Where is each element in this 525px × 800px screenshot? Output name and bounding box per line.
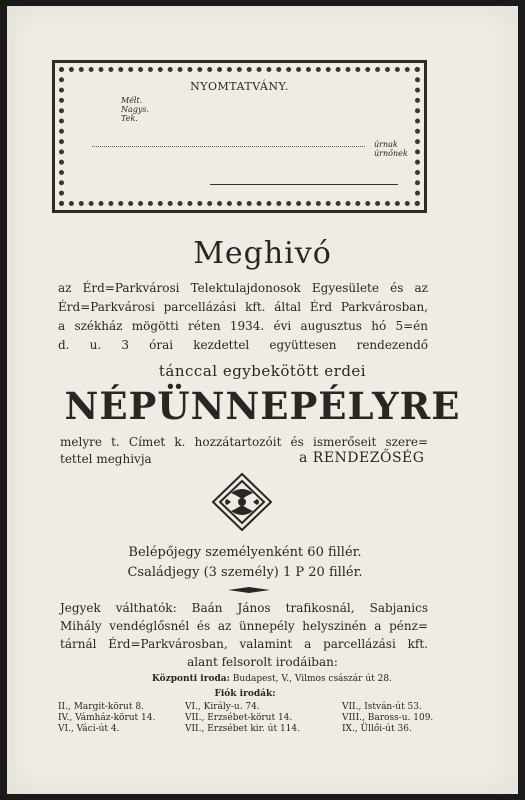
subtitle: tánccal egybekötött erdei: [158, 362, 367, 380]
tickets-line-4: alant felsorolt irodáiban:: [187, 655, 338, 669]
tickets-line-2: Mihály vendéglősnél és az ünnepély helyszinén a pénz=: [60, 619, 428, 633]
branch-address: VI., Váci-út 4.: [58, 724, 120, 734]
address-line: [210, 184, 398, 185]
branches-col-2: [185, 702, 300, 735]
branches-label: Fiók irodák:: [214, 689, 276, 699]
suffix-1: úrnak: [374, 140, 398, 149]
invite-line-1: melyre t. Címet k. hozzátartozóit és ismerőseit szere=: [60, 435, 428, 449]
suffix-2: úrnőnek: [374, 149, 408, 158]
divider-icon: [226, 586, 272, 594]
price-line-1: Belépőjegy személyenként 60 fillér.: [128, 545, 362, 560]
page-title: Meghivó: [193, 236, 332, 271]
price-line-2: Családjegy (3 személy) 1 P 20 fillér.: [127, 565, 363, 580]
branch-address: VII., Erzsébet kir. út 114.: [185, 724, 300, 734]
salutation-3: Tek.: [121, 114, 138, 123]
branch-address: VII., István-út 53.: [342, 702, 422, 712]
intro-line-3: a székház mögötti réten 1934. évi augusztus hó 5=én: [58, 319, 428, 333]
branches-col-3: [342, 702, 433, 735]
branch-address: IX., Üllői-út 36.: [342, 724, 412, 734]
intro-line-4: d. u. 3 órai kezdettel együttesen rendezendő: [58, 338, 428, 352]
invite-line-2: tettel meghivja: [60, 452, 152, 466]
branch-address: VII., Erzsébet-körut 14.: [185, 713, 293, 723]
salutation-2: Nagys.: [121, 105, 150, 114]
intro-line-1: az Érd=Parkvárosi Telektulajdonosok Egyesülete és az: [58, 281, 428, 295]
branch-address: IV., Vámház-körut 14.: [58, 713, 156, 723]
branches-col-1: [58, 702, 155, 735]
central-office-address: Budapest, V., Vilmos császár út 28.: [232, 674, 392, 684]
form-title: NYOMTATVÁNY.: [190, 80, 289, 93]
ornament-icon: [209, 471, 275, 533]
main-title: NÉPÜNNEPÉLYRE: [64, 384, 461, 428]
branch-address: VI., Király-u. 74.: [185, 702, 260, 712]
branch-address: II., Margit-körut 8.: [58, 702, 144, 712]
tickets-line-3: tárnál Érd=Parkvárosban, valamint a parcellázási kft.: [60, 637, 428, 651]
salutation-1: Mélt.: [121, 96, 143, 105]
central-office: [152, 674, 392, 684]
intro-line-2: Érd=Parkvárosi parcellázási kft. által Érd Parkvárosban,: [58, 300, 428, 314]
signature: a RENDEZŐSÉG: [299, 450, 425, 466]
branch-address: VIII., Baross-u. 109.: [342, 713, 434, 723]
tickets-line-1: Jegyek válthatók: Baán János trafikosnál, Sabjanics: [60, 601, 428, 615]
name-line: [92, 146, 365, 147]
central-office-label: Központi iroda:: [152, 674, 230, 684]
